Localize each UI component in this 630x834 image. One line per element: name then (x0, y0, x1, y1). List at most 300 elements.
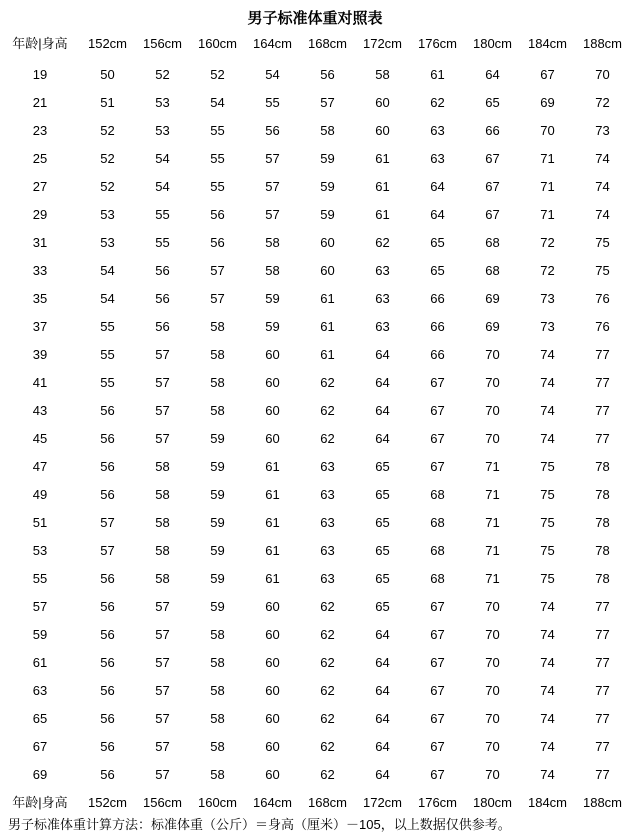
weight-cell: 67 (485, 207, 500, 222)
weight-cell: 57 (265, 151, 280, 166)
weight-cell: 53 (155, 123, 170, 138)
table-row (0, 145, 630, 173)
weight-cell: 56 (100, 487, 115, 502)
weight-cell: 52 (210, 67, 225, 82)
height-header-cell: 164cm (252, 795, 293, 810)
weight-cell: 69 (540, 95, 555, 110)
weight-cell: 57 (155, 655, 170, 670)
weight-cell: 63 (320, 571, 335, 586)
weight-cell: 65 (430, 263, 445, 278)
weight-cell: 56 (155, 263, 170, 278)
weight-cell: 68 (430, 543, 445, 558)
weight-cell: 77 (595, 347, 610, 362)
weight-table-page (0, 10, 630, 834)
weight-cell: 70 (485, 683, 500, 698)
weight-cell: 58 (210, 319, 225, 334)
weight-cell: 57 (265, 179, 280, 194)
weight-cell: 56 (100, 599, 115, 614)
weight-cell: 70 (485, 375, 500, 390)
weight-cell: 63 (375, 263, 390, 278)
weight-cell: 78 (595, 571, 610, 586)
table-row (0, 649, 630, 677)
age-cell: 33 (32, 263, 48, 278)
weight-cell: 58 (210, 347, 225, 362)
weight-cell: 61 (265, 543, 280, 558)
weight-cell: 68 (430, 571, 445, 586)
weight-cell: 59 (210, 599, 225, 614)
page-title: 男子标准体重对照表 (247, 9, 383, 27)
weight-cell: 56 (155, 291, 170, 306)
weight-cell: 53 (100, 207, 115, 222)
weight-cell: 60 (375, 95, 390, 110)
weight-cell: 56 (100, 571, 115, 586)
table-row (0, 621, 630, 649)
table-row (0, 61, 630, 89)
weight-cell: 55 (100, 347, 115, 362)
weight-cell: 68 (485, 263, 500, 278)
weight-cell: 71 (540, 151, 555, 166)
weight-cell: 78 (595, 515, 610, 530)
weight-cell: 63 (375, 291, 390, 306)
weight-cell: 59 (320, 179, 335, 194)
age-cell: 29 (32, 207, 48, 222)
table-row (0, 313, 630, 341)
weight-cell: 56 (100, 627, 115, 642)
table-row (0, 537, 630, 565)
weight-cell: 70 (485, 655, 500, 670)
weight-cell: 65 (375, 515, 390, 530)
weight-cell: 70 (485, 767, 500, 782)
weight-cell: 60 (265, 375, 280, 390)
weight-cell: 58 (155, 543, 170, 558)
weight-cell: 58 (265, 235, 280, 250)
weight-cell: 74 (595, 179, 610, 194)
weight-cell: 64 (375, 375, 390, 390)
weight-cell: 58 (210, 655, 225, 670)
weight-cell: 55 (210, 179, 225, 194)
weight-cell: 74 (540, 655, 555, 670)
weight-cell: 55 (210, 123, 225, 138)
height-header-cell: 156cm (142, 795, 183, 810)
weight-cell: 58 (320, 123, 335, 138)
weight-cell: 53 (155, 95, 170, 110)
weight-cell: 61 (375, 207, 390, 222)
age-cell: 47 (32, 459, 48, 474)
weight-cell: 67 (430, 739, 445, 754)
weight-cell: 75 (595, 263, 610, 278)
weight-cell: 74 (540, 431, 555, 446)
weight-cell: 62 (320, 375, 335, 390)
weight-cell: 67 (485, 179, 500, 194)
table-row (0, 229, 630, 257)
weight-cell: 59 (210, 543, 225, 558)
weight-cell: 56 (100, 767, 115, 782)
weight-cell: 76 (595, 319, 610, 334)
height-header-cell: 180cm (472, 36, 513, 51)
height-header-cell: 152cm (87, 36, 128, 51)
weight-cell: 55 (100, 375, 115, 390)
weight-cell: 64 (430, 207, 445, 222)
weight-cell: 67 (430, 711, 445, 726)
weight-cell: 65 (375, 571, 390, 586)
weight-cell: 61 (265, 459, 280, 474)
weight-cell: 56 (100, 431, 115, 446)
weight-cell: 60 (265, 739, 280, 754)
weight-cell: 61 (265, 571, 280, 586)
weight-cell: 52 (100, 151, 115, 166)
weight-cell: 54 (100, 263, 115, 278)
weight-cell: 58 (210, 403, 225, 418)
weight-cell: 71 (540, 207, 555, 222)
table-row (0, 593, 630, 621)
weight-cell: 70 (485, 711, 500, 726)
weight-cell: 63 (375, 319, 390, 334)
weight-cell: 52 (100, 179, 115, 194)
weight-cell: 55 (155, 235, 170, 250)
height-header-cell: 176cm (417, 795, 458, 810)
weight-cell: 62 (320, 711, 335, 726)
weight-cell: 57 (155, 711, 170, 726)
height-header-cell: 184cm (527, 36, 568, 51)
weight-cell: 66 (430, 291, 445, 306)
table-footer-row (0, 789, 630, 817)
weight-cell: 66 (430, 319, 445, 334)
weight-cell: 67 (430, 683, 445, 698)
weight-cell: 65 (375, 459, 390, 474)
weight-cell: 58 (155, 487, 170, 502)
weight-cell: 62 (320, 627, 335, 642)
weight-cell: 75 (540, 571, 555, 586)
weight-cell: 57 (210, 263, 225, 278)
age-cell: 31 (32, 235, 48, 250)
weight-cell: 60 (265, 655, 280, 670)
weight-cell: 77 (595, 655, 610, 670)
weight-cell: 55 (155, 207, 170, 222)
weight-cell: 57 (155, 431, 170, 446)
weight-cell: 58 (210, 767, 225, 782)
weight-cell: 64 (375, 347, 390, 362)
age-cell: 61 (32, 655, 48, 670)
weight-cell: 61 (265, 515, 280, 530)
weight-cell: 61 (375, 151, 390, 166)
weight-cell: 62 (320, 655, 335, 670)
weight-cell: 58 (155, 459, 170, 474)
weight-cell: 77 (595, 711, 610, 726)
weight-cell: 74 (540, 599, 555, 614)
weight-cell: 62 (320, 683, 335, 698)
weight-cell: 60 (320, 235, 335, 250)
table-row (0, 117, 630, 145)
weight-cell: 58 (375, 67, 390, 82)
weight-cell: 61 (430, 67, 445, 82)
weight-cell: 57 (100, 515, 115, 530)
age-cell: 65 (32, 711, 48, 726)
weight-cell: 54 (265, 67, 280, 82)
table-row (0, 481, 630, 509)
weight-cell: 57 (155, 347, 170, 362)
weight-cell: 67 (430, 627, 445, 642)
weight-cell: 77 (595, 767, 610, 782)
weight-cell: 58 (210, 739, 225, 754)
weight-cell: 57 (320, 95, 335, 110)
age-cell: 23 (32, 123, 48, 138)
weight-cell: 73 (595, 123, 610, 138)
weight-cell: 74 (540, 375, 555, 390)
weight-cell: 59 (210, 431, 225, 446)
table-row (0, 761, 630, 789)
weight-cell: 60 (265, 403, 280, 418)
weight-cell: 60 (265, 683, 280, 698)
weight-cell: 57 (155, 403, 170, 418)
height-header-cell: 168cm (307, 36, 348, 51)
weight-cell: 60 (265, 431, 280, 446)
weight-cell: 58 (210, 627, 225, 642)
table-row (0, 509, 630, 537)
weight-cell: 67 (430, 375, 445, 390)
weight-cell: 67 (430, 459, 445, 474)
weight-cell: 78 (595, 543, 610, 558)
weight-cell: 60 (265, 767, 280, 782)
table-row (0, 257, 630, 285)
weight-cell: 73 (540, 291, 555, 306)
table-row (0, 397, 630, 425)
weight-cell: 59 (265, 319, 280, 334)
age-cell: 59 (32, 627, 48, 642)
height-header-cell: 160cm (197, 36, 238, 51)
table-row (0, 285, 630, 313)
weight-cell: 57 (155, 767, 170, 782)
age-cell: 45 (32, 431, 48, 446)
height-header-cell: 164cm (252, 36, 293, 51)
weight-cell: 75 (595, 235, 610, 250)
weight-cell: 67 (430, 403, 445, 418)
weight-cell: 61 (320, 291, 335, 306)
age-cell: 43 (32, 403, 48, 418)
weight-cell: 56 (100, 711, 115, 726)
weight-cell: 52 (155, 67, 170, 82)
table-body (0, 61, 630, 789)
weight-cell: 62 (320, 599, 335, 614)
table-row (0, 425, 630, 453)
weight-cell: 52 (100, 123, 115, 138)
weight-cell: 50 (100, 67, 115, 82)
weight-cell: 60 (265, 599, 280, 614)
weight-cell: 71 (485, 543, 500, 558)
height-header-cell: 160cm (197, 795, 238, 810)
weight-cell: 61 (320, 347, 335, 362)
weight-cell: 59 (210, 487, 225, 502)
weight-cell: 70 (595, 67, 610, 82)
weight-cell: 65 (485, 95, 500, 110)
weight-cell: 64 (375, 711, 390, 726)
height-header-cell: 172cm (362, 795, 403, 810)
weight-cell: 65 (375, 487, 390, 502)
table-row (0, 201, 630, 229)
weight-cell: 67 (430, 767, 445, 782)
weight-cell: 57 (155, 599, 170, 614)
weight-cell: 60 (320, 263, 335, 278)
age-cell: 57 (32, 599, 48, 614)
weight-cell: 61 (375, 179, 390, 194)
weight-cell: 56 (155, 319, 170, 334)
weight-cell: 57 (265, 207, 280, 222)
weight-cell: 67 (485, 151, 500, 166)
weight-cell: 72 (540, 263, 555, 278)
weight-cell: 54 (210, 95, 225, 110)
weight-cell: 71 (485, 487, 500, 502)
weight-cell: 70 (485, 431, 500, 446)
weight-cell: 56 (100, 403, 115, 418)
height-header-cell: 188cm (582, 36, 623, 51)
weight-cell: 74 (540, 347, 555, 362)
table-row (0, 173, 630, 201)
table-row (0, 705, 630, 733)
weight-cell: 66 (430, 347, 445, 362)
weight-cell: 71 (540, 179, 555, 194)
weight-cell: 74 (595, 207, 610, 222)
weight-cell: 56 (265, 123, 280, 138)
weight-cell: 57 (155, 375, 170, 390)
weight-cell: 77 (595, 403, 610, 418)
height-header-cell: 176cm (417, 36, 458, 51)
age-cell: 27 (32, 179, 48, 194)
weight-cell: 51 (100, 95, 115, 110)
weight-cell: 68 (485, 235, 500, 250)
table-header-row (0, 30, 630, 58)
weight-cell: 55 (265, 95, 280, 110)
weight-cell: 60 (265, 711, 280, 726)
corner-label: 年龄|身高 (12, 36, 68, 51)
weight-cell: 65 (375, 543, 390, 558)
weight-cell: 54 (155, 151, 170, 166)
weight-cell: 64 (375, 655, 390, 670)
weight-cell: 74 (595, 151, 610, 166)
weight-cell: 62 (320, 403, 335, 418)
height-header-cell: 180cm (472, 795, 513, 810)
weight-cell: 74 (540, 403, 555, 418)
weight-cell: 55 (210, 151, 225, 166)
weight-cell: 65 (375, 599, 390, 614)
weight-cell: 63 (430, 123, 445, 138)
weight-cell: 71 (485, 515, 500, 530)
weight-cell: 72 (540, 235, 555, 250)
weight-cell: 74 (540, 627, 555, 642)
age-cell: 67 (32, 739, 48, 754)
weight-cell: 78 (595, 487, 610, 502)
weight-cell: 61 (265, 487, 280, 502)
weight-cell: 63 (320, 459, 335, 474)
weight-cell: 57 (155, 627, 170, 642)
age-cell: 55 (32, 571, 48, 586)
weight-cell: 59 (320, 207, 335, 222)
weight-cell: 55 (100, 319, 115, 334)
weight-cell: 74 (540, 739, 555, 754)
weight-cell: 71 (485, 459, 500, 474)
table-row (0, 453, 630, 481)
weight-cell: 74 (540, 711, 555, 726)
weight-cell: 75 (540, 543, 555, 558)
weight-cell: 62 (320, 739, 335, 754)
weight-cell: 77 (595, 431, 610, 446)
weight-cell: 56 (100, 683, 115, 698)
weight-cell: 58 (210, 683, 225, 698)
age-cell: 63 (32, 683, 48, 698)
weight-cell: 57 (210, 291, 225, 306)
weight-cell: 53 (100, 235, 115, 250)
weight-cell: 67 (430, 655, 445, 670)
weight-cell: 59 (210, 515, 225, 530)
weight-cell: 54 (155, 179, 170, 194)
age-cell: 37 (32, 319, 48, 334)
corner-label: 年龄|身高 (12, 795, 68, 810)
table-row (0, 733, 630, 761)
height-header-cell: 156cm (142, 36, 183, 51)
weight-cell: 77 (595, 375, 610, 390)
weight-cell: 64 (375, 739, 390, 754)
height-header-cell: 152cm (87, 795, 128, 810)
age-cell: 21 (32, 95, 48, 110)
weight-cell: 60 (375, 123, 390, 138)
weight-cell: 70 (540, 123, 555, 138)
weight-cell: 75 (540, 459, 555, 474)
table-row (0, 89, 630, 117)
weight-cell: 64 (375, 403, 390, 418)
weight-cell: 56 (210, 207, 225, 222)
age-cell: 39 (32, 347, 48, 362)
weight-cell: 56 (100, 655, 115, 670)
weight-cell: 58 (265, 263, 280, 278)
height-header-cell: 184cm (527, 795, 568, 810)
age-cell: 53 (32, 543, 48, 558)
weight-cell: 73 (540, 319, 555, 334)
weight-cell: 78 (595, 459, 610, 474)
age-cell: 41 (32, 375, 48, 390)
weight-cell: 58 (155, 571, 170, 586)
weight-cell: 60 (265, 347, 280, 362)
table-row (0, 341, 630, 369)
height-header-cell: 172cm (362, 36, 403, 51)
weight-cell: 56 (100, 459, 115, 474)
height-header-cell: 188cm (582, 795, 623, 810)
weight-cell: 71 (485, 571, 500, 586)
weight-cell: 70 (485, 599, 500, 614)
clipped-note: 男子标准体重计算方法：标准体重（公斤）＝身高（厘米）－105，以上数据仅供参考。 (8, 817, 511, 832)
weight-cell: 67 (430, 431, 445, 446)
weight-cell: 72 (595, 95, 610, 110)
weight-cell: 59 (320, 151, 335, 166)
weight-cell: 64 (375, 683, 390, 698)
weight-cell: 58 (155, 515, 170, 530)
weight-cell: 63 (320, 543, 335, 558)
weight-cell: 68 (430, 515, 445, 530)
age-cell: 35 (32, 291, 48, 306)
weight-cell: 58 (210, 711, 225, 726)
age-cell: 51 (32, 515, 48, 530)
weight-cell: 70 (485, 739, 500, 754)
table-row (0, 677, 630, 705)
weight-cell: 59 (210, 571, 225, 586)
weight-cell: 62 (320, 431, 335, 446)
age-cell: 19 (32, 67, 48, 82)
weight-cell: 58 (210, 375, 225, 390)
weight-cell: 62 (430, 95, 445, 110)
weight-cell: 69 (485, 319, 500, 334)
weight-cell: 62 (320, 767, 335, 782)
age-cell: 25 (32, 151, 48, 166)
weight-cell: 74 (540, 683, 555, 698)
weight-cell: 70 (485, 627, 500, 642)
weight-cell: 65 (430, 235, 445, 250)
